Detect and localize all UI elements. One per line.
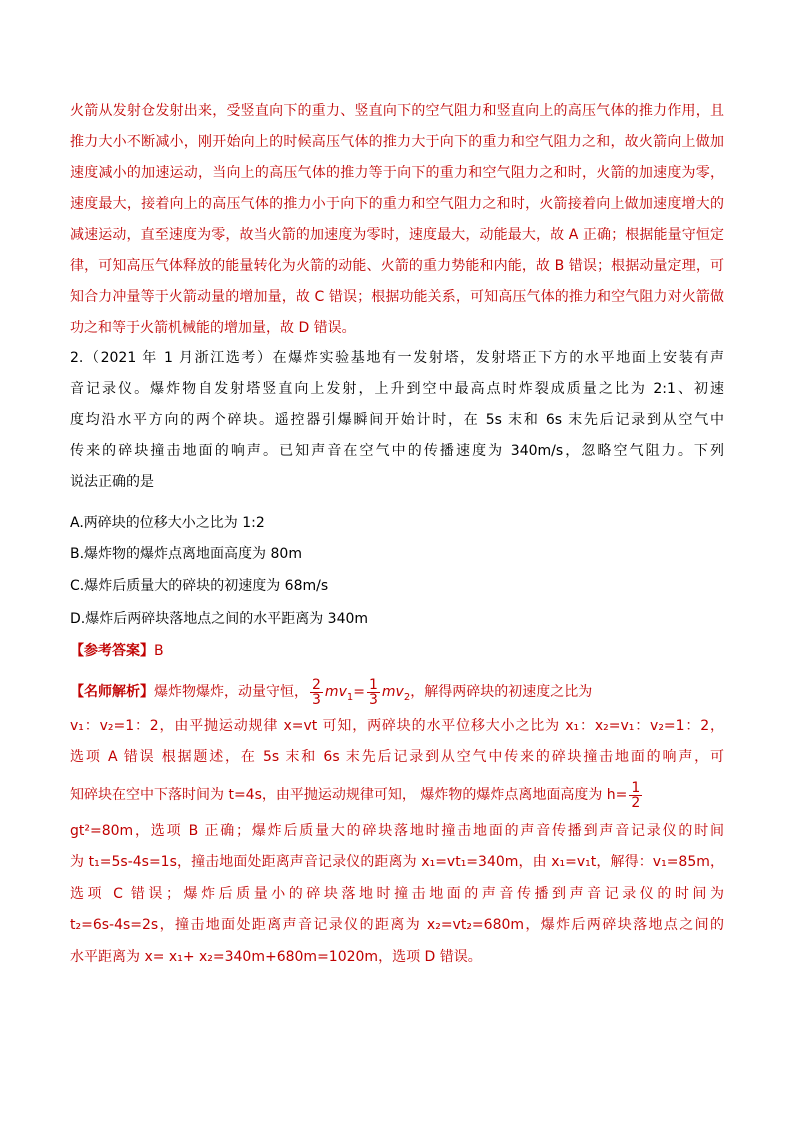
question-line: 2.（2021 年 1 月浙江选考）在爆炸实验基地有一发射塔，发射塔正下方的水平地面上安装有声 bbox=[70, 350, 724, 366]
answer-value: B bbox=[154, 643, 164, 659]
analysis-line-1 bbox=[70, 677, 592, 707]
analysis-line-9: 水平距离为 x= x₁+ x₂=340m+680m=1020m，选项 D 错误。 bbox=[70, 949, 482, 965]
analysis-label: 【名师解析】 bbox=[70, 684, 154, 700]
question-line: 音记录仪。爆炸物自发射塔竖直向上发射，上升到空中最高点时炸裂成质量之比为 2:1、初速 bbox=[70, 381, 724, 397]
intro-line: 知合力冲量等于火箭动量的增加量，故 C 错误；根据功能关系，可知高压气体的推力和空气阻力对火箭做 bbox=[70, 289, 724, 305]
analysis-line-5: gt²=80m，选项 B 正确；爆炸后质量大的碎块落地时撞击地面的声音传播到声音记录仪的时间 bbox=[70, 823, 724, 839]
fraction-numerator: 2 bbox=[312, 676, 321, 693]
subscript: 2 bbox=[403, 691, 411, 703]
option-d: D.爆炸后两碎块落地点之间的水平距离为 340m bbox=[70, 611, 369, 627]
intro-line: 律，可知高压气体释放的能量转化为火箭的动能、火箭的重力势能和内能，故 B 错误；根据动量定理，可 bbox=[70, 258, 724, 274]
analysis-text: 爆炸物爆炸，动量守恒， bbox=[154, 684, 308, 700]
intro-line: 功之和等于火箭机械能的增加量，故 D 错误。 bbox=[70, 320, 356, 336]
option-a: A.两碎块的位移大小之比为 1:2 bbox=[70, 515, 265, 531]
analysis-line-8: t₂=6s-4s=2s，撞击地面处距离声音记录仪的距离为 x₂=vt₂=680m，爆炸后两碎块落地点之间的 bbox=[70, 917, 724, 933]
fraction-denominator: 2 bbox=[631, 794, 641, 811]
analysis-text: ，解得两碎块的初速度之比为 bbox=[410, 684, 593, 700]
fraction bbox=[367, 678, 380, 707]
analysis-line-7: 选项 C 错误；爆炸后质量小的碎块落地时撞击地面的声音传播到声音记录仪的时间为 bbox=[70, 886, 724, 902]
intro-line: 推力大小不断减小，刚开始向上的时候高压气体的推力大于向下的重力和空气阻力之和，故火箭向上做加 bbox=[70, 134, 724, 150]
var-v: v bbox=[338, 684, 347, 700]
intro-line: 速度减小的加速运动，当向上的高压气体的推力等于向下的重力和空气阻力之和时，火箭的加速度为零， bbox=[70, 165, 724, 181]
fraction-numerator: 1 bbox=[368, 676, 378, 693]
fraction-denominator: 3 bbox=[312, 691, 321, 708]
analysis-line-6: 为 t₁=5s-4s=1s，撞击地面处距离声音记录仪的距离为 x₁=vt₁=340m，由 x₁=v₁t，解得：v₁=85m， bbox=[70, 854, 724, 870]
question-line: 度均沿水平方向的两个碎块。遥控器引爆瞬间开始计时，在 5s 末和 6s 末先后记录到从空气中 bbox=[70, 412, 724, 428]
fraction-denominator: 3 bbox=[368, 691, 378, 708]
var-v: v bbox=[395, 684, 404, 700]
var-m: m bbox=[381, 684, 396, 700]
var-m: m bbox=[324, 684, 339, 700]
answer-label: 【参考答案】 bbox=[70, 643, 154, 659]
fraction-numerator: 1 bbox=[631, 779, 641, 796]
equals: = bbox=[353, 684, 365, 700]
intro-line: 速度最大，接着向上的高压气体的推力小于向下的重力和空气阻力之和时，火箭接着向上做加速度增大的 bbox=[70, 196, 724, 212]
intro-line: 火箭从发射仓发射出来，受竖直向下的重力、竖直向下的空气阻力和竖直向上的高压气体的推力作用，且 bbox=[70, 103, 724, 119]
subscript: 1 bbox=[346, 691, 354, 703]
option-b: B.爆炸物的爆炸点离地面高度为 80m bbox=[70, 546, 302, 562]
analysis-line-4 bbox=[70, 775, 644, 815]
question-line: 传来的碎块撞击地面的响声。已知声音在空气中的传播速度为 340m/s，忽略空气阻力。下列 bbox=[70, 443, 724, 459]
fraction bbox=[310, 678, 323, 707]
analysis-line-3: 选项 A 错误 根据题述，在 5s 末和 6s 末先后记录到从空气中传来的碎块撞击地面的响声，可 bbox=[70, 749, 724, 765]
fraction bbox=[629, 781, 642, 810]
intro-line: 减速运动，直至速度为零，故当火箭的加速度为零时，速度最大，动能最大，故 A 正确；根据能量守恒定 bbox=[70, 227, 724, 243]
option-c: C.爆炸后质量大的碎块的初速度为 68m/s bbox=[70, 578, 329, 594]
question-line: 说法正确的是 bbox=[70, 474, 154, 490]
answer-line bbox=[70, 641, 164, 661]
analysis-line-2: v₁：v₂=1：2，由平抛运动规律 x=vt 可知，两碎块的水平位移大小之比为 x₁：x₂=v₁：v₂=1：2， bbox=[70, 718, 724, 734]
analysis-text: 知碎块在空中下落时间为 t=4s，由平抛运动规律可知， 爆炸物的爆炸点离地面高度为 h= bbox=[70, 787, 628, 803]
